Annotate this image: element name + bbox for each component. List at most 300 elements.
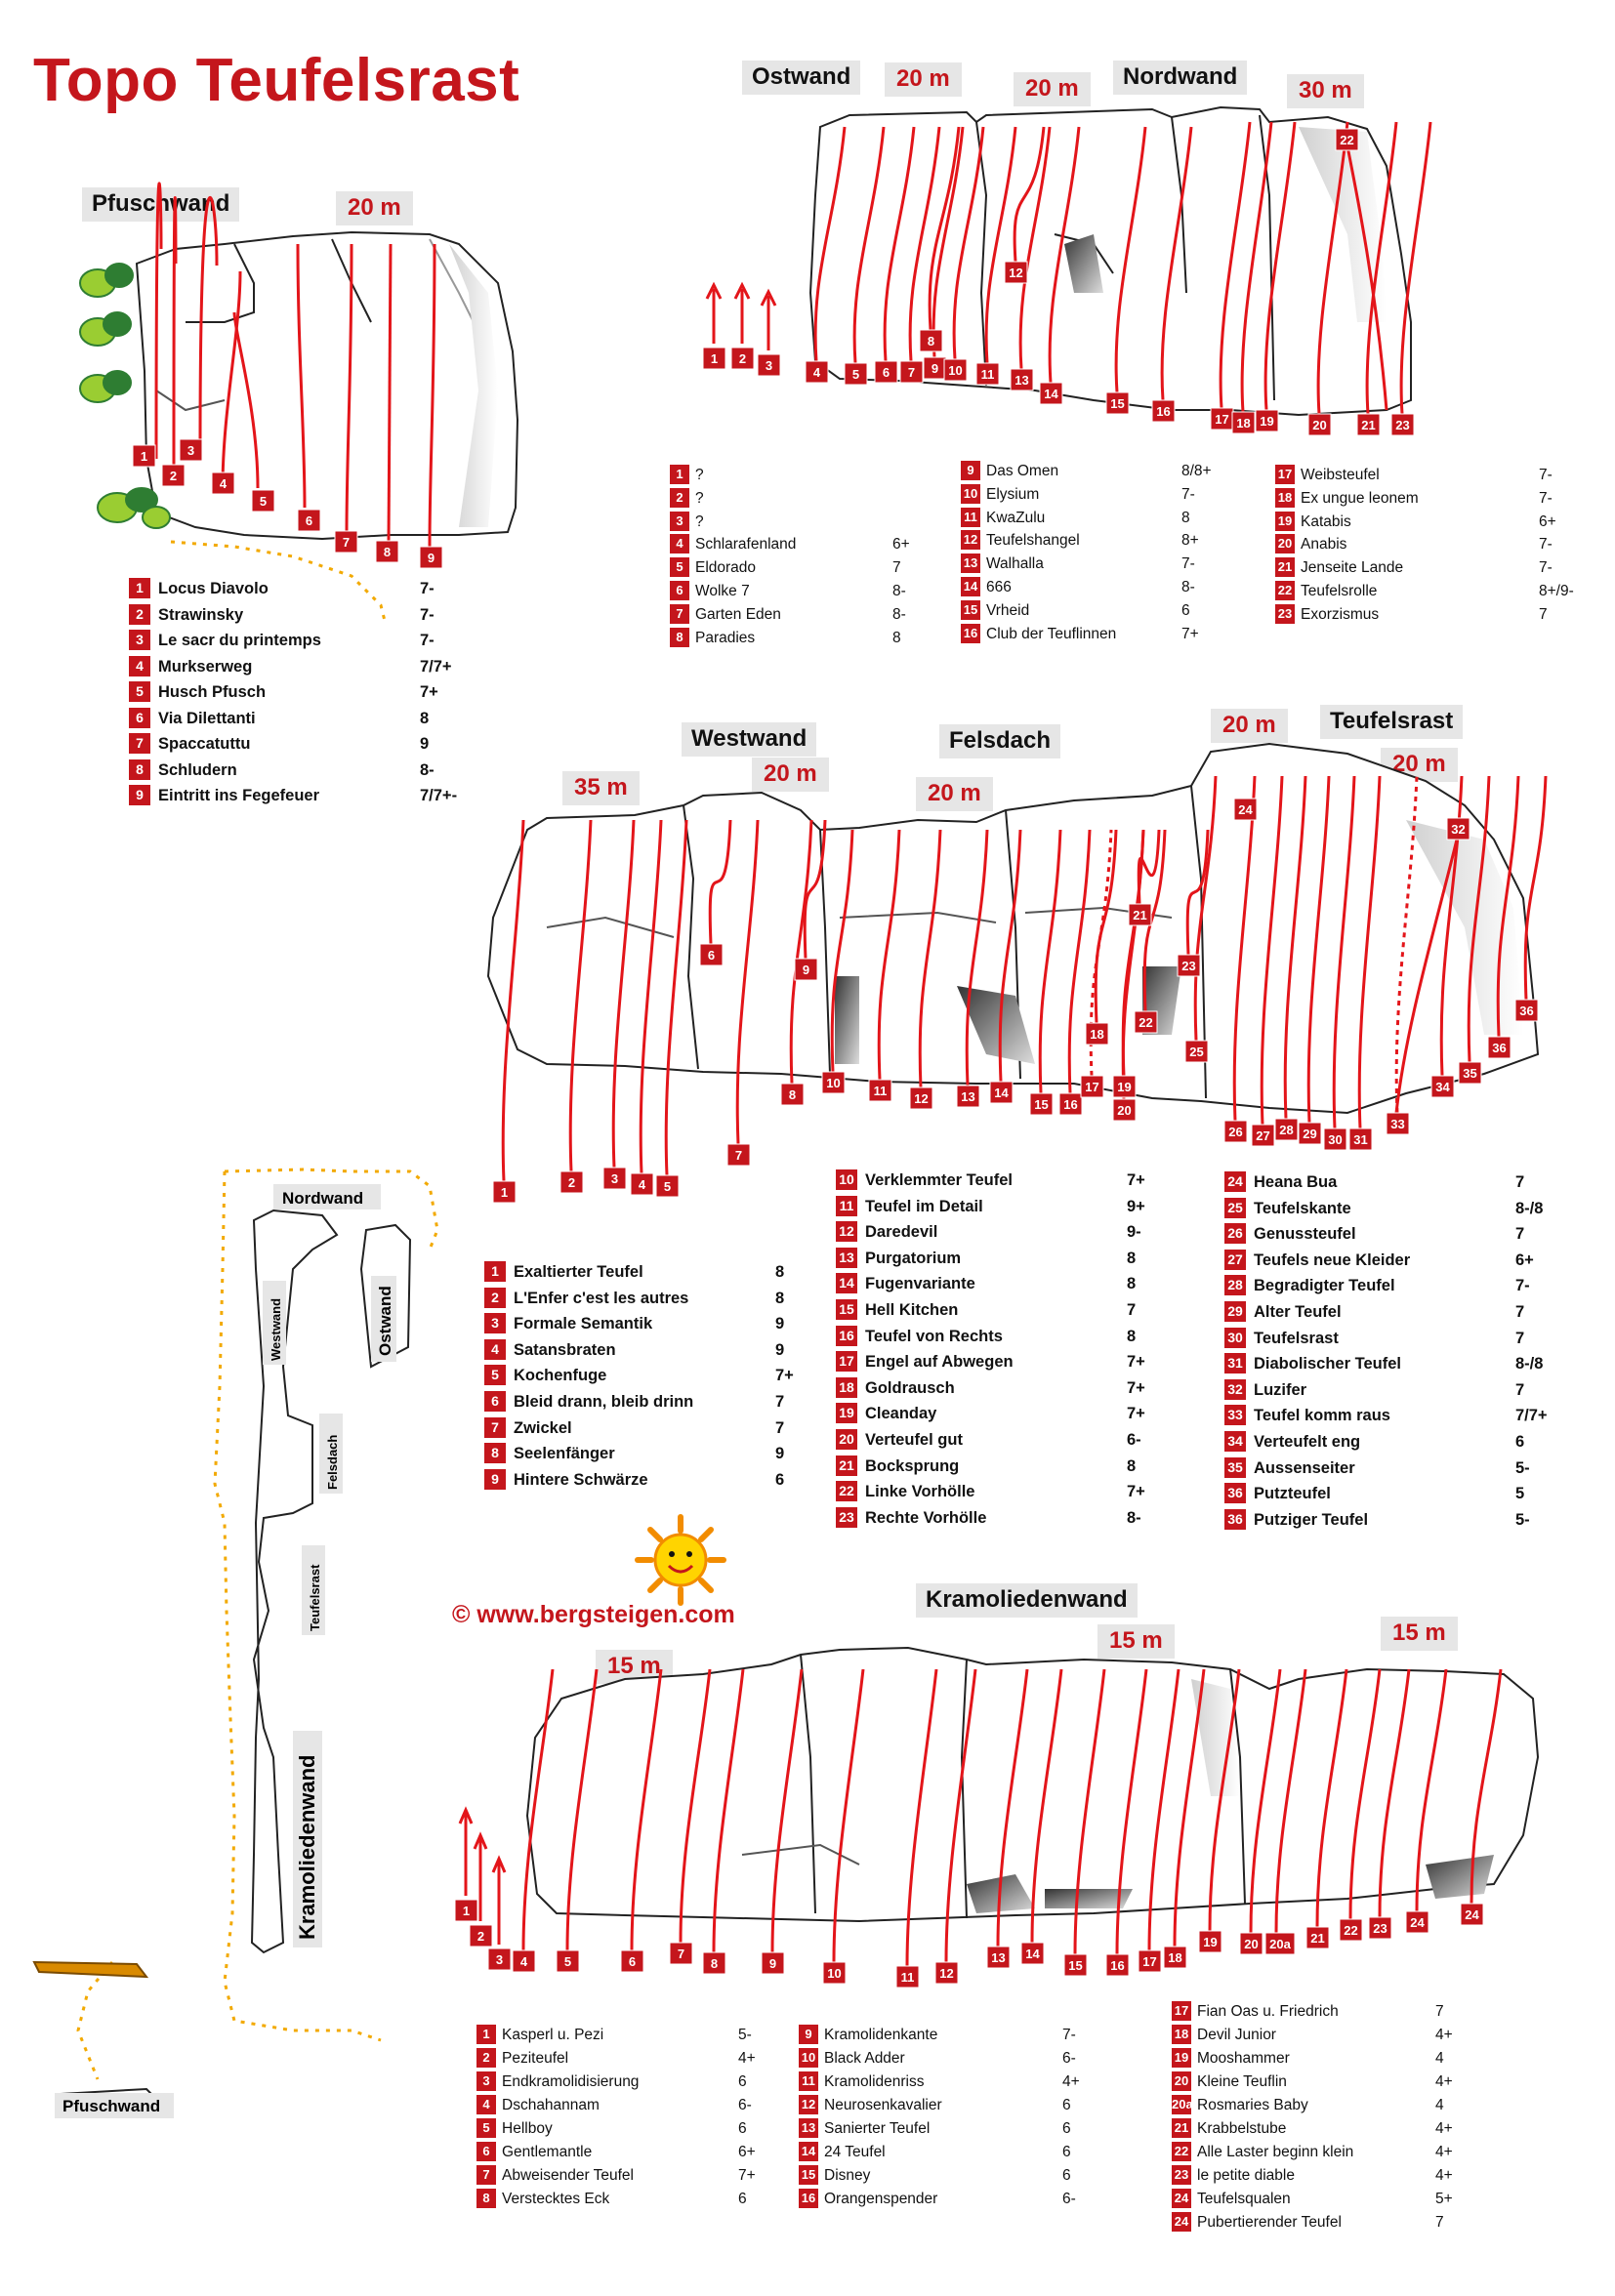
svg-text:18: 18 xyxy=(1236,416,1251,430)
route-grade: 6 xyxy=(1062,2167,1071,2184)
route-grade: 7/7+ xyxy=(1515,1407,1548,1425)
route-row xyxy=(129,604,480,628)
route-number-badge: 7 xyxy=(476,2165,496,2185)
route-marker xyxy=(1336,129,1358,150)
route-number-badge: 36 xyxy=(1224,1483,1246,1503)
route-arrow-icon xyxy=(735,285,749,344)
route-grade: 8 xyxy=(1127,1327,1137,1345)
route-name: Sanierter Teufel xyxy=(824,2120,931,2137)
route-grade: 6+ xyxy=(738,2144,756,2160)
route-name: Heana Bua xyxy=(1254,1173,1338,1191)
route-name: Anabis xyxy=(1301,536,1347,554)
route-row xyxy=(670,581,953,604)
route-name: Orangenspender xyxy=(824,2191,938,2207)
route-marker xyxy=(1152,400,1175,422)
route-row xyxy=(1224,1457,1547,1481)
route-number-badge: 8 xyxy=(670,628,689,647)
route-grade: 7- xyxy=(1062,2027,1076,2043)
route-row xyxy=(961,577,1254,600)
route-marker xyxy=(1199,1931,1222,1952)
route-grade: 7+ xyxy=(1181,625,1199,642)
route-marker xyxy=(1030,1093,1053,1115)
svg-text:10: 10 xyxy=(826,1076,841,1090)
svg-text:12: 12 xyxy=(939,1966,954,1981)
svg-text:1: 1 xyxy=(500,1185,509,1200)
overview-label-teufelsrast: Teufelsrast xyxy=(308,1564,322,1631)
svg-text:32: 32 xyxy=(1451,822,1466,837)
route-row xyxy=(799,2118,1092,2142)
route-row xyxy=(484,1391,807,1414)
route-row xyxy=(1224,1353,1547,1376)
route-name: Teufelsrast xyxy=(1254,1329,1339,1347)
route-grade: 7- xyxy=(1181,555,1195,573)
route-marker xyxy=(731,348,754,369)
route-number-badge: 18 xyxy=(836,1377,857,1398)
route-marker xyxy=(703,1952,725,1974)
overview-label-pfuschwand: Pfuschwand xyxy=(62,2097,161,2115)
route-arrow-icon xyxy=(460,1810,472,1896)
svg-text:23: 23 xyxy=(1373,1921,1387,1936)
route-number-badge: 12 xyxy=(961,530,980,550)
route-name: Strawinsky xyxy=(158,605,244,624)
route-arrow-icon xyxy=(493,1859,505,1945)
route-number-badge: 9 xyxy=(961,461,980,480)
route-list-felsdach-b xyxy=(836,1169,1158,1540)
svg-text:33: 33 xyxy=(1390,1117,1405,1131)
route-row xyxy=(961,484,1254,508)
route-name: Bleid drann, bleib drinn xyxy=(514,1393,694,1411)
route-number-badge: 1 xyxy=(476,2025,496,2044)
route-number-badge: 23 xyxy=(1275,604,1295,624)
wall-label-westwand: Westwand xyxy=(682,722,816,757)
svg-text:9: 9 xyxy=(802,963,810,977)
route-marker xyxy=(900,361,923,383)
route-number-badge: 6 xyxy=(476,2142,496,2161)
route-number-badge: 1 xyxy=(484,1261,506,1282)
road-icon xyxy=(34,1962,146,1977)
route-number-badge: 20 xyxy=(1172,2071,1191,2091)
route-number-badge: 3 xyxy=(670,512,689,531)
route-marker xyxy=(1369,1917,1391,1939)
route-row xyxy=(1224,1198,1547,1221)
route-number-badge: 17 xyxy=(1275,465,1295,484)
svg-text:6: 6 xyxy=(628,1954,637,1969)
route-row xyxy=(129,708,480,731)
route-row xyxy=(961,508,1254,531)
route-number-badge: 24 xyxy=(1224,1171,1246,1192)
route-number-badge: 24 xyxy=(1172,2189,1191,2208)
route-marker xyxy=(180,439,202,461)
route-marker xyxy=(1234,799,1257,820)
route-marker xyxy=(488,1948,511,1970)
route-grade: 7- xyxy=(1539,489,1553,507)
route-grade: 5 xyxy=(1515,1485,1525,1503)
svg-text:34: 34 xyxy=(1435,1080,1450,1094)
route-marker xyxy=(1349,1128,1372,1150)
route-number-badge: 8 xyxy=(476,2189,496,2208)
route-marker xyxy=(1275,1119,1298,1140)
route-name: Weibsteufel xyxy=(1301,467,1380,483)
route-name: Seelenfänger xyxy=(514,1445,615,1463)
height-label: 20 m xyxy=(1211,709,1288,743)
route-row xyxy=(476,2165,769,2189)
route-row xyxy=(1172,2095,1465,2118)
route-number-badge: 34 xyxy=(1224,1431,1246,1452)
route-number-badge: 7 xyxy=(129,733,150,754)
route-grade: 6 xyxy=(775,1470,785,1489)
svg-text:17: 17 xyxy=(1142,1954,1157,1969)
route-grade: 6+ xyxy=(892,536,910,554)
route-grade: 7+ xyxy=(1127,1405,1145,1423)
route-grade: 7+ xyxy=(775,1367,794,1385)
svg-text:19: 19 xyxy=(1260,414,1274,429)
route-grade: 7- xyxy=(420,632,435,649)
route-marker xyxy=(1178,955,1200,976)
route-row xyxy=(129,759,480,783)
svg-text:11: 11 xyxy=(873,1084,888,1098)
route-row xyxy=(476,2118,769,2142)
route-marker xyxy=(1488,1037,1511,1058)
sun-smiley-icon xyxy=(638,1517,724,1603)
route-grade: 8 xyxy=(420,709,430,727)
route-row xyxy=(129,656,480,679)
route-marker xyxy=(1081,1076,1103,1097)
route-grade: 9 xyxy=(775,1315,785,1333)
height-label: 15 m xyxy=(1097,1624,1175,1659)
route-name: Teufels neue Kleider xyxy=(1254,1250,1411,1269)
route-name: Hintere Schwärze xyxy=(514,1470,648,1489)
route-row xyxy=(836,1456,1158,1479)
route-name: le petite diable xyxy=(1197,2167,1295,2184)
route-grade: 6+ xyxy=(1515,1250,1534,1269)
route-marker xyxy=(1113,1076,1136,1097)
svg-text:14: 14 xyxy=(1025,1947,1040,1961)
svg-text:13: 13 xyxy=(961,1089,975,1104)
route-name: Black Adder xyxy=(824,2050,905,2067)
height-label: 20 m xyxy=(1381,748,1458,782)
route-number-badge: 6 xyxy=(129,708,150,728)
route-marker xyxy=(420,547,442,568)
route-number-badge: 36 xyxy=(1224,1509,1246,1530)
height-label: 20 m xyxy=(1014,72,1091,106)
route-name: Hellboy xyxy=(502,2120,553,2137)
route-list-kramoliedenwand-b xyxy=(799,2025,1092,2220)
svg-text:2: 2 xyxy=(567,1175,576,1190)
svg-text:8: 8 xyxy=(927,334,935,348)
route-row xyxy=(836,1221,1158,1245)
route-number-badge: 8 xyxy=(484,1443,506,1463)
svg-text:22: 22 xyxy=(1344,1923,1358,1938)
svg-text:21: 21 xyxy=(1133,908,1147,922)
route-marker xyxy=(656,1175,679,1197)
route-marker xyxy=(1391,414,1414,435)
route-row xyxy=(129,681,480,705)
route-grade: 4+ xyxy=(1435,2120,1453,2137)
route-name: Teufel komm raus xyxy=(1254,1407,1390,1425)
route-row xyxy=(484,1288,807,1311)
route-name: Katabis xyxy=(1301,512,1351,530)
svg-text:20: 20 xyxy=(1117,1103,1132,1118)
route-name: Verstecktes Eck xyxy=(502,2191,610,2207)
svg-text:3: 3 xyxy=(765,358,773,373)
route-row xyxy=(1172,2142,1465,2165)
svg-text:7: 7 xyxy=(677,1947,685,1961)
route-grade: 7/7+- xyxy=(420,787,458,804)
route-name: Teufelshangel xyxy=(986,532,1080,550)
copyright-text: © www.bergsteigen.com xyxy=(452,1601,735,1628)
route-row xyxy=(476,2048,769,2071)
route-list-nordwand-c xyxy=(1275,465,1574,640)
route-row xyxy=(836,1507,1158,1531)
route-row xyxy=(1172,2025,1465,2048)
svg-text:2: 2 xyxy=(476,1929,485,1944)
route-marker xyxy=(944,359,967,381)
route-number-badge: 23 xyxy=(1172,2165,1191,2185)
route-marker xyxy=(822,1072,845,1093)
route-marker xyxy=(957,1086,979,1107)
route-marker xyxy=(1113,1099,1136,1121)
route-row xyxy=(1172,2118,1465,2142)
route-marker xyxy=(1406,1911,1429,1933)
route-row xyxy=(836,1326,1158,1349)
route-grade: 7 xyxy=(1435,2003,1444,2020)
svg-text:12: 12 xyxy=(914,1091,929,1106)
route-number-badge: 2 xyxy=(484,1288,506,1308)
route-row xyxy=(1224,1431,1547,1455)
route-row xyxy=(1224,1379,1547,1403)
route-number-badge: 8 xyxy=(129,759,150,780)
route-list-teufelsrast-c xyxy=(1224,1171,1547,1542)
route-marker xyxy=(376,541,398,562)
svg-text:7: 7 xyxy=(342,535,351,550)
route-marker xyxy=(335,531,357,553)
route-marker xyxy=(1106,1954,1129,1976)
route-number-badge: 21 xyxy=(836,1456,857,1476)
svg-text:19: 19 xyxy=(1117,1080,1132,1094)
route-name: Teufelsrolle xyxy=(1301,583,1378,599)
route-marker xyxy=(1387,1113,1409,1134)
route-grade: 8 xyxy=(1127,1456,1137,1475)
route-row xyxy=(1275,488,1568,512)
route-list-kramoliedenwand-a xyxy=(476,2025,769,2220)
route-name: Zwickel xyxy=(514,1418,572,1437)
route-row xyxy=(961,600,1254,624)
route-marker xyxy=(670,1943,692,1964)
route-number-badge: 10 xyxy=(799,2048,818,2068)
height-label: 20 m xyxy=(752,758,829,792)
route-row xyxy=(129,630,480,653)
route-marker xyxy=(896,1966,919,1988)
svg-text:3: 3 xyxy=(186,443,195,458)
route-marker xyxy=(924,357,946,379)
route-row xyxy=(1172,2212,1465,2235)
route-name: Abweisender Teufel xyxy=(502,2167,634,2184)
route-number-badge: 21 xyxy=(1172,2118,1191,2138)
route-row xyxy=(1172,2165,1465,2189)
route-number-badge: 14 xyxy=(961,577,980,596)
route-grade: 8 xyxy=(775,1263,785,1281)
route-marker xyxy=(603,1168,626,1189)
page-title: Topo Teufelsrast xyxy=(33,47,520,114)
route-name: ? xyxy=(695,467,704,483)
route-line xyxy=(389,244,391,542)
route-row xyxy=(1224,1275,1547,1298)
route-name: Alter Teufel xyxy=(1254,1303,1342,1321)
route-number-badge: 15 xyxy=(961,600,980,620)
route-row xyxy=(1224,1301,1547,1325)
route-number-badge: 35 xyxy=(1224,1457,1246,1478)
route-number-badge: 19 xyxy=(1275,512,1295,531)
route-name: Aussenseiter xyxy=(1254,1458,1355,1477)
route-row xyxy=(129,578,480,601)
overview-label-nordwand: Nordwand xyxy=(282,1189,364,1208)
route-number-badge: 6 xyxy=(670,581,689,600)
route-row xyxy=(1224,1250,1547,1273)
route-name: Begradigter Teufel xyxy=(1254,1277,1395,1295)
route-number-badge: 11 xyxy=(836,1196,857,1216)
route-row xyxy=(476,2095,769,2118)
svg-text:4: 4 xyxy=(812,365,821,380)
route-number-badge: 1 xyxy=(129,578,150,598)
svg-text:2: 2 xyxy=(738,351,747,366)
route-name: Krabbelstube xyxy=(1197,2120,1287,2137)
svg-text:23: 23 xyxy=(1395,418,1410,432)
route-marker xyxy=(513,1950,535,1972)
svg-text:15: 15 xyxy=(1068,1958,1083,1973)
route-row xyxy=(1224,1223,1547,1247)
route-name: Walhalla xyxy=(986,555,1044,573)
route-arrow-icon xyxy=(707,285,721,344)
route-marker xyxy=(1040,383,1062,404)
svg-text:14: 14 xyxy=(1044,387,1058,401)
route-name: Rosmaries Baby xyxy=(1197,2097,1308,2113)
wall-label-pfuschwand: Pfuschwand xyxy=(82,187,239,222)
route-number-badge: 5 xyxy=(670,557,689,577)
route-marker xyxy=(727,1144,750,1166)
route-name: Locus Diavolo xyxy=(158,580,269,597)
svg-text:10: 10 xyxy=(948,363,963,378)
rock-pfuschwand xyxy=(137,232,518,539)
svg-text:6: 6 xyxy=(707,948,716,963)
route-name: Genussteufel xyxy=(1254,1225,1356,1244)
svg-text:20: 20 xyxy=(1312,418,1327,432)
svg-text:36: 36 xyxy=(1519,1004,1534,1018)
route-row xyxy=(1275,604,1568,628)
route-row xyxy=(1224,1405,1547,1428)
route-grade: 6 xyxy=(1181,601,1190,619)
svg-text:24: 24 xyxy=(1465,1907,1479,1922)
route-name: Elysium xyxy=(986,485,1040,503)
route-grade: 7 xyxy=(1515,1329,1525,1347)
route-row xyxy=(670,557,953,581)
svg-text:7: 7 xyxy=(734,1148,743,1163)
route-row xyxy=(1172,2071,1465,2095)
route-row xyxy=(1275,557,1568,581)
route-grade: 4+ xyxy=(1435,2073,1453,2090)
route-name: Teufel von Rechts xyxy=(865,1327,1003,1345)
route-marker xyxy=(1232,412,1255,433)
route-marker xyxy=(700,944,723,965)
route-marker xyxy=(845,363,867,385)
route-grade: 4+ xyxy=(1062,2073,1080,2090)
route-grade: 8- xyxy=(892,605,906,623)
route-number-badge: 6 xyxy=(484,1391,506,1412)
route-number-badge: 4 xyxy=(476,2095,496,2114)
route-grade: 8- xyxy=(420,760,435,779)
route-marker xyxy=(976,363,999,385)
route-grade: 6 xyxy=(738,2120,747,2137)
route-marker xyxy=(1306,1927,1329,1948)
route-marker xyxy=(1357,414,1380,435)
route-grade: 8 xyxy=(1181,509,1190,526)
route-row xyxy=(1172,2189,1465,2212)
route-number-badge: 11 xyxy=(799,2071,818,2091)
route-row xyxy=(836,1248,1158,1271)
route-number-badge: 7 xyxy=(670,604,689,624)
route-marker xyxy=(1431,1076,1454,1097)
route-number-badge: 22 xyxy=(836,1481,857,1501)
route-row xyxy=(961,530,1254,554)
route-name: Dschahannam xyxy=(502,2097,600,2113)
route-row xyxy=(836,1481,1158,1504)
route-row xyxy=(484,1417,807,1441)
svg-text:10: 10 xyxy=(827,1966,842,1981)
route-row xyxy=(484,1443,807,1466)
route-number-badge: 22 xyxy=(1172,2142,1191,2161)
route-row xyxy=(1275,581,1574,604)
route-number-badge: 31 xyxy=(1224,1353,1246,1374)
svg-text:2: 2 xyxy=(169,469,178,483)
route-row xyxy=(1224,1509,1547,1533)
route-number-badge: 20 xyxy=(836,1429,857,1450)
svg-text:21: 21 xyxy=(1310,1931,1325,1946)
route-marker xyxy=(1240,1933,1263,1954)
route-marker xyxy=(1340,1919,1362,1941)
route-number-badge: 17 xyxy=(1172,2001,1191,2021)
route-marker xyxy=(869,1080,891,1101)
route-name: KwaZulu xyxy=(986,509,1046,526)
route-marker xyxy=(162,465,185,486)
route-number-badge: 2 xyxy=(476,2048,496,2068)
route-marker xyxy=(631,1173,653,1195)
route-name: Schludern xyxy=(158,760,237,779)
route-grade: 5- xyxy=(1515,1458,1530,1477)
svg-text:22: 22 xyxy=(1139,1015,1153,1030)
route-marker xyxy=(1005,262,1027,283)
route-number-badge: 5 xyxy=(484,1365,506,1385)
route-name: Fugenvariante xyxy=(865,1275,975,1293)
route-list-pfuschwand xyxy=(129,578,480,812)
route-row xyxy=(961,624,1254,647)
route-row xyxy=(129,733,480,757)
svg-text:28: 28 xyxy=(1279,1123,1294,1137)
route-name: Neurosenkavalier xyxy=(824,2097,942,2113)
route-row xyxy=(1275,465,1568,488)
route-list-ostwand-b xyxy=(961,461,1254,656)
svg-text:14: 14 xyxy=(994,1086,1009,1100)
route-row xyxy=(836,1196,1158,1219)
route-marker xyxy=(920,330,942,351)
route-row xyxy=(670,465,953,488)
svg-text:27: 27 xyxy=(1256,1128,1270,1143)
route-grade: 7- xyxy=(1539,559,1553,577)
route-grade: 6+ xyxy=(1539,512,1556,530)
route-name: Club der Teuflinnen xyxy=(986,625,1117,642)
route-name: Endkramolidisierung xyxy=(502,2073,640,2090)
route-row xyxy=(1172,2001,1465,2025)
route-marker xyxy=(1129,904,1151,925)
svg-text:16: 16 xyxy=(1110,1958,1125,1973)
